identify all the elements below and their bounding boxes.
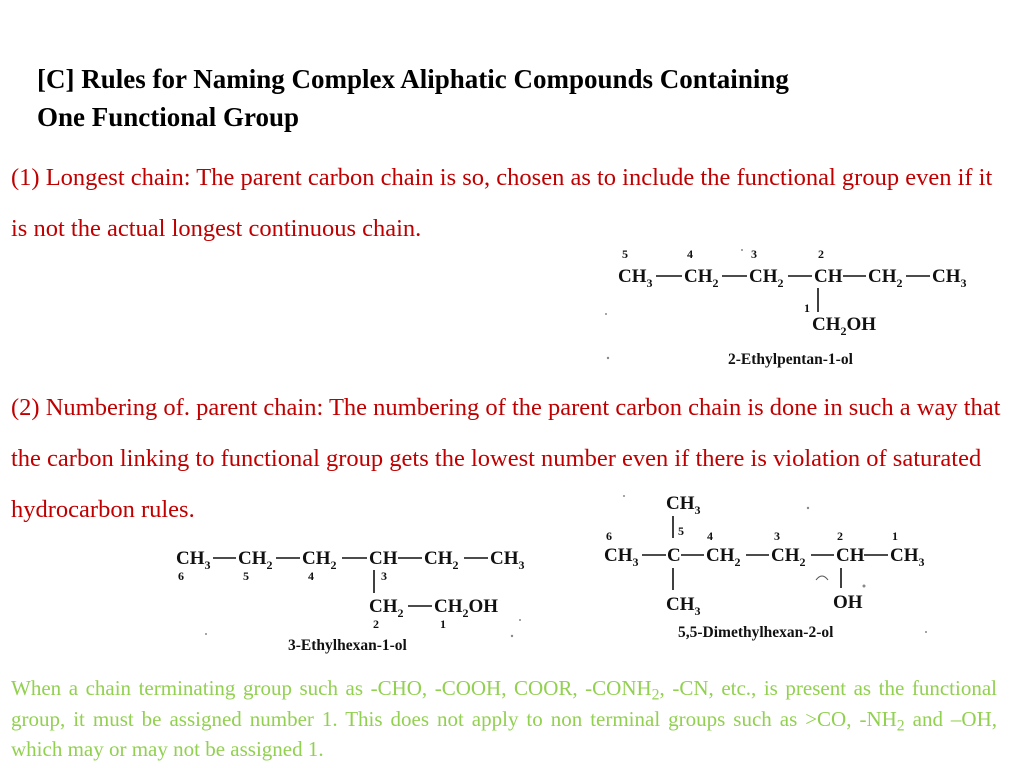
carbon-number: 2 [837,529,843,543]
carbon-number: 5 [622,247,628,261]
chain-group: $CH_3$ [932,266,967,290]
title-line-1: [C] Rules for Naming Complex Aliphatic Compounds Containing [37,64,789,94]
carbon-number: 4 [308,569,314,583]
chain-group: C [667,545,681,566]
chain-group: CH [836,545,865,566]
carbon-number: 1 [440,617,446,631]
chain-group: $CH_2$ [749,266,784,290]
methyl-group: $CH_3$ [666,594,701,618]
hydroxyl-group: OH [833,592,863,613]
chain-group: CH [814,266,843,287]
branch-group: $CH_2$ [369,596,404,620]
structure-caption: 3-Ethylhexan-1-ol [288,637,407,654]
chain-group: $CH_3$ [618,266,653,290]
title-line-2: One Functional Group [37,102,300,132]
structure-3-ethylhexan-1-ol [170,536,540,658]
branch-group: $CH_2OH$ [434,596,499,620]
carbon-number: 2 [373,617,379,631]
rule-1-longest-chain: (1) Longest chain: The parent carbon chain is so, chosen as to include the functional group even if it is not the actual longest continuous chain. [11,164,993,242]
structure-5-5-dimethylhexan-2-ol [596,488,941,648]
terminal-group-note: When a chain terminating group such as -CHO, -COOH, COOR, $-CONH_2$, -CN, etc., is present as the functional group, it must be assigned number 1. This does not apply to non terminal groups such as >CO, $-NH_2$ and –OH, which may or may not be assigned 1. [11,676,998,761]
structure-2-ethylpentan-1-ol [600,240,980,370]
carbon-number: 2 [818,247,824,261]
carbon-number: 3 [381,569,387,583]
carbon-number: 5 [243,569,249,583]
branch-group: $CH_2OH$ [812,314,877,338]
chain-group: $CH_2$ [424,548,459,572]
page-title [37,60,997,136]
structure-caption: 2-Ethylpentan-1-ol [728,351,853,368]
chain-group: $CH_3$ [890,545,925,569]
chain-group: $CH_2$ [684,266,719,290]
chain-group: $CH_3$ [604,545,639,569]
chain-group: $CH_2$ [771,545,806,569]
chain-group: $CH_2$ [706,545,741,569]
structure-caption: 5,5-Dimethylhexan-2-ol [678,624,834,641]
carbon-number: 1 [804,301,810,315]
chain-group: $CH_3$ [176,548,211,572]
carbon-number: 5 [678,524,684,538]
chain-group: $CH_2$ [868,266,903,290]
carbon-number: 4 [687,247,693,261]
carbon-number: 3 [774,529,780,543]
chain-group: $CH_3$ [490,548,525,572]
methyl-group: $CH_3$ [666,493,701,517]
carbon-number: 4 [707,529,713,543]
carbon-number: 1 [892,529,898,543]
carbon-number: 3 [751,247,757,261]
chain-group: $CH_2$ [238,548,273,572]
chain-group: $CH_2$ [302,548,337,572]
carbon-number: 6 [178,569,184,583]
chain-group: CH [369,548,398,569]
carbon-number: 6 [606,529,612,543]
rule-2-numbering: (2) Numbering of. parent chain: The numbering of the parent carbon chain is done in such a way that the carbon linking to functional group gets the lowest number even if there is violation of saturated hydrocarbon rules. [11,394,1001,523]
